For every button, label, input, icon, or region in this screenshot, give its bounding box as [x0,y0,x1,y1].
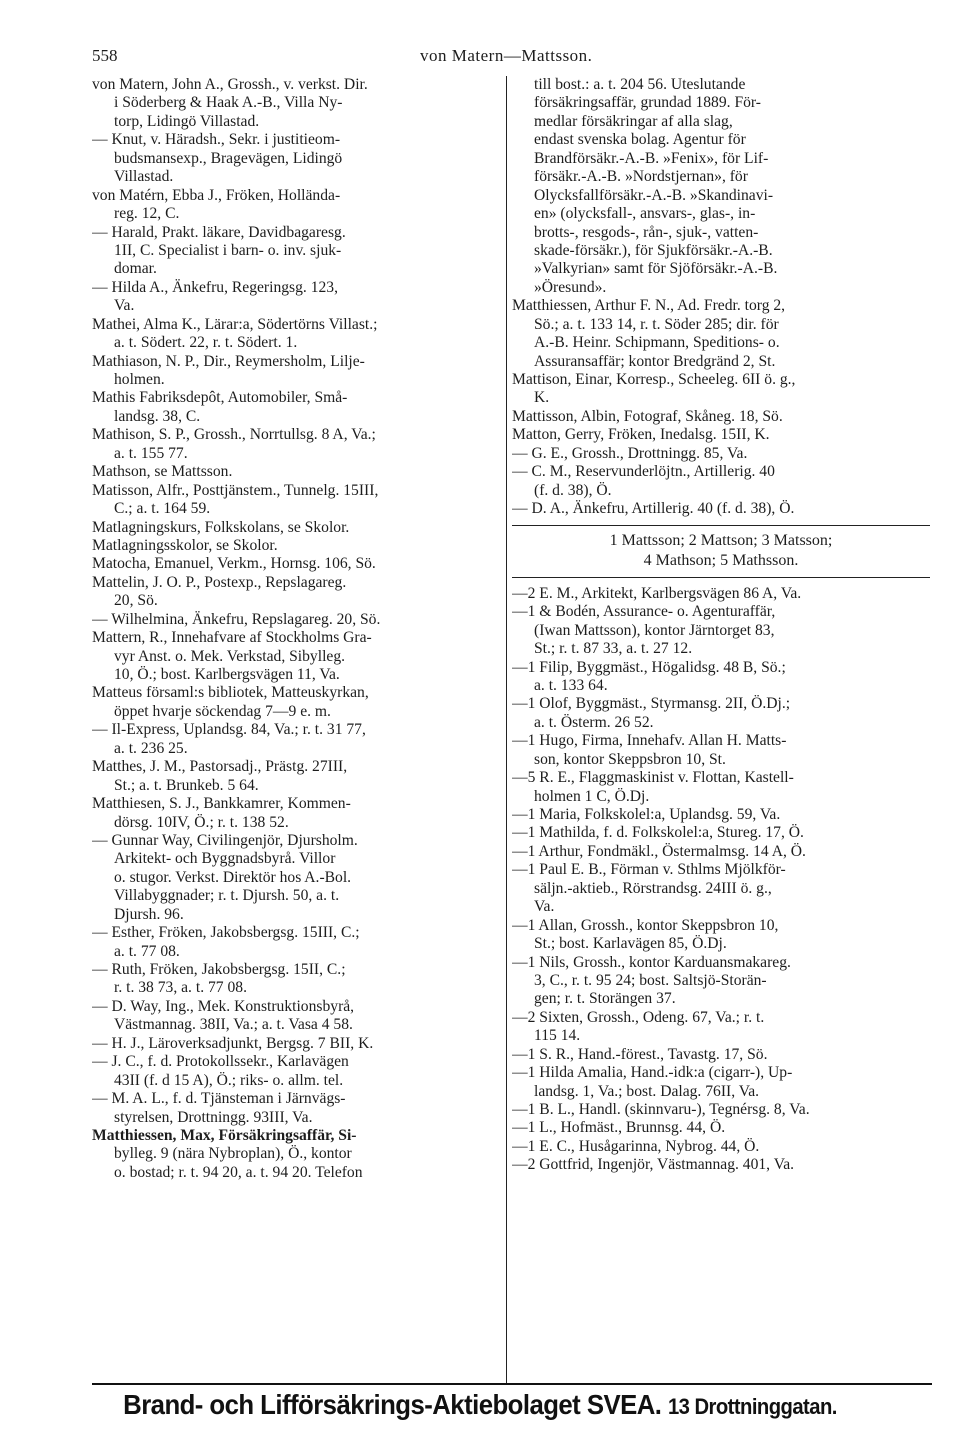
left-column-line: von Matern, John A., Grossh., v. verkst. Dir. [92,76,368,93]
left-column-line: reg. 12, C. [114,205,180,223]
right-column-bottom-line: gen; r. t. Storängen 37. [534,990,676,1008]
left-column-line: i Söderberg & Haak A.-B., Villa Ny- [114,94,343,112]
left-column-line: — Hilda A., Änkefru, Regeringsg. 123, [92,278,338,296]
right-column-top-line: försäkringsaffär, grundad 1889. För- [534,94,761,112]
right-column-bottom-line: Va. [534,898,555,916]
right-column-bottom-line: —1 Paul E. B., Förman v. Sthlms Mjölkför- [512,861,786,879]
left-column-line: vyr Anst. o. Mek. Verkstad, Sibylleg. [114,647,346,665]
right-column-top-line: — C. M., Reservunderlöjtn., Artillerig. 40 [512,463,775,481]
right-column-top-line: till bost.: a. t. 204 56. Uteslutande [534,76,746,93]
left-column-line: St.; a. t. Brunkeb. 5 64. [114,776,259,794]
right-column-bottom-line: —1 Olof, Byggmäst., Styrmansg. 2II, Ö.Dj.; [512,695,791,713]
right-column-bottom-line: säljn.-aktieb., Rörstrandsg. 24III ö. g., [534,879,772,897]
left-column-line: a. t. 236 25. [114,739,188,757]
banner-address: 13 Drottninggatan. [667,1394,837,1419]
left-column-line: Djursh. 96. [114,905,184,923]
left-column-line: Va. [114,297,135,315]
left-column-line: Matisson, Alfr., Posttjänstem., Tunnelg. 15III, [92,481,379,499]
right-column-top-line: »Öresund». [534,278,607,296]
right-column-bottom-line: —2 Sixten, Grossh., Odeng. 67, Va.; r. t. [512,1008,765,1026]
right-column-top-line: Sö.; a. t. 133 14, r. t. Söder 285; dir. för [534,315,779,333]
left-column-line: — Harald, Prakt. läkare, Davidbagaresg. [92,223,346,241]
right-column-top-line: K. [534,389,550,407]
left-column-line: 43II (f. d 15 A), Ö.; riks- o. allm. tel. [114,1071,344,1089]
right-column-top [512,76,932,519]
left-column-line: Mattern, R., Innehafvare af Stockholms Gra- [92,629,372,647]
left-column-line: — Esther, Fröken, Jakobsbergsg. 15III, C.; [92,924,360,942]
left-column-line: Mathson, se Mattsson. [92,463,233,481]
left-column-line: o. stugor. Verkst. Direktör hos A.-Bol. [114,868,352,886]
right-column-bottom-line: —1 Arthur, Fondmäkl., Östermalmsg. 14 A, Ö. [512,842,806,860]
right-column-bottom-line: —5 R. E., Flaggmaskinist v. Flottan, Kastell- [512,769,794,787]
right-column-bottom-line: holmen 1 C, Ö.Dj. [534,787,650,805]
right-column-bottom-line: St.; bost. Karlavägen 85, Ö.Dj. [534,935,727,953]
name-variant-line-1: 1 Mattsson; 2 Mattson; 3 Matsson; [609,531,833,549]
right-column-top-line: försäkr.-A.-B. »Nordstjernan», för [534,168,748,186]
right-column-bottom [512,585,932,1175]
right-column-bottom-line: landsg. 1, Va.; bost. Dalag. 76II, Va. [534,1082,760,1100]
right-column-bottom-line: —2 Gottfrid, Ingenjör, Västmannag. 401, Va. [512,1156,795,1174]
section-rule-top [512,525,930,526]
left-column-line: C.; a. t. 164 59. [114,500,211,518]
left-column-line: Mathison, S. P., Grossh., Norrtullsg. 8 A, Va.; [92,426,376,444]
right-column-bottom-line: —2 E. M., Arkitekt, Karlbergsvägen 86 A, Va. [512,584,802,602]
banner-company: Brand- och Lifförsäkrings-Aktiebolaget SVEA. [123,1389,662,1420]
section-rule-bottom [512,577,930,578]
right-column-top-line: (f. d. 38), Ö. [534,481,612,499]
left-column-line: a. t. Södert. 22, r. t. Södert. 1. [114,334,298,352]
left-column-line: landsg. 38, C. [114,407,201,425]
name-variant-note [512,531,930,571]
left-column-line: — Gunnar Way, Civilingenjör, Djursholm. [92,831,358,849]
right-column-top-line: en» (olycksfall-, ansvars-, glas-, in- [534,205,756,223]
left-column-line: r. t. 38 73, a. t. 77 08. [114,979,247,997]
left-column-line: 10, Ö.; bost. Karlbergsvägen 11, Va. [114,666,340,683]
right-column-bottom-line: 115 14. [534,1027,581,1045]
right-column-bottom-line: (Iwan Mattsson), kontor Järntorget 83, [534,621,775,639]
left-column-line: budsmansexp., Bragevägen, Lidingö [114,149,343,167]
left-column-line: Matthiessen, Max, Försäkringsaffär, Si- [92,1126,357,1144]
left-column-line: Arkitekt- och Byggnadsbyrå. Villor [114,850,336,868]
right-column-bottom-line: St.; r. t. 87 33, a. t. 27 12. [534,640,693,658]
left-column-line: o. bostad; r. t. 94 20, a. t. 94 20. Telefon [114,1163,363,1181]
name-variant-line-2: 4 Mathson; 5 Mathsson. [643,551,799,569]
right-column-bottom-line: —1 Allan, Grossh., kontor Skeppsbron 10, [512,916,779,934]
right-column-bottom-line: —1 Mathilda, f. d. Folkskolel:a, Stureg. 17, Ö. [512,824,804,842]
left-column-line: Mattelin, J. O. P., Postexp., Repslagareg. [92,573,347,591]
running-head: von Matern—Mattsson. [420,46,593,65]
right-column-bottom-line: a. t. Österm. 26 52. [534,713,654,731]
right-column-bottom-line: 3, C., r. t. 95 24; bost. Saltsjö-Storän- [534,971,767,989]
left-column-line: Villabyggnader; r. t. Djursh. 50, a. t. [114,887,340,905]
left-column-line: styrelsen, Drottningg. 93III, Va. [114,1108,313,1126]
left-column-line: — J. C., f. d. Protokollssekr., Karlavägen [92,1053,349,1071]
left-column-line: a. t. 155 77. [114,444,188,462]
right-column-top-line: Brandförsäkr.-A.-B. »Fenix», för Lif- [534,149,769,167]
right-column-bottom-line: —1 Hilda Amalia, Hand.-idk:a (cigarr-), Up- [512,1064,793,1082]
right-column-bottom-line: —1 Maria, Folkskolel:a, Uplandsg. 59, Va. [512,806,781,824]
left-column-line: — Ruth, Fröken, Jakobsbergsg. 15II, C.; [92,961,346,978]
right-column-bottom-line: a. t. 133 64. [534,676,608,694]
right-column-bottom-line: —1 & Bodén, Assurance- o. Agenturaffär, [512,603,776,621]
left-column-line: — Knut, v. Häradsh., Sekr. i justitieom- [92,131,341,149]
left-column-line: von Matérn, Ebba J., Fröken, Hollända- [92,186,341,204]
right-column-top-line: »Valkyrian» samt för Sjöförsäkr.-A.-B. [534,260,778,278]
right-column-top-line: A.-B. Heinr. Schipmann, Speditions- o. [534,334,780,352]
right-column-top-line: Matton, Gerry, Fröken, Inedalsg. 15II, K. [512,426,770,444]
left-column-line: dörsg. 10IV, Ö.; r. t. 138 52. [114,813,289,831]
right-column-top-line: endast svenska bolag. Agentur för [534,131,746,149]
left-column-line: 20, Sö. [114,592,158,610]
column-divider [506,76,507,1383]
right-column-bottom-line: —1 L., Hofmäst., Brunnsg. 44, Ö. [512,1119,726,1137]
right-column-top-line: — D. A., Änkefru, Artillerig. 40 (f. d. 38), Ö. [512,500,795,518]
left-column-line: Mathis Fabriksdepôt, Automobiler, Små- [92,389,348,407]
footer-rule [92,1383,932,1385]
left-column-line: a. t. 77 08. [114,942,180,960]
left-column-line: — M. A. L., f. d. Tjänsteman i Järnvägs- [92,1090,346,1108]
right-column-bottom-line: —1 Nils, Grossh., kontor Karduansmakareg. [512,953,791,971]
left-column-line: Västmannag. 38II, Va.; a. t. Vasa 4 58. [114,1016,353,1034]
left-column-line: holmen. [114,371,165,388]
left-column-line: Mathiason, N. P., Dir., Reymersholm, Lilje- [92,352,365,370]
left-column-line: Matthes, J. M., Pastorsadj., Prästg. 27III, [92,758,348,776]
left-column-line: Matlagningsskolor, se Skolor. [92,536,278,554]
right-column-top-line: medlar försäkringar af alla slag, [534,112,733,130]
right-column-top-line: Assuransaffär; kontor Bredgränd 2, St. [534,352,776,370]
left-column-line: Matthiesen, S. J., Bankkamrer, Kommen- [92,795,351,813]
left-column [92,76,504,1182]
right-column-top-line: Mattisson, Albin, Fotograf, Skåneg. 18, Sö. [512,407,783,425]
right-column-bottom-line: —1 E. C., Husågarinna, Nybrog. 44, Ö. [512,1137,760,1155]
left-column-line: öppet hvarje söckendag 7—9 e. m. [114,702,331,720]
right-column-top-line: Olycksfallförsäkr.-A.-B. »Skandinavi- [534,186,774,204]
left-column-line: torp, Lidingö Villastad. [114,112,260,130]
left-column-line: Matlagningskurs, Folkskolans, se Skolor. [92,518,350,536]
left-column-line: 1II, C. Specialist i barn- o. inv. sjuk- [114,241,342,259]
right-column-bottom-line: son, kontor Skeppsbron 10, St. [534,750,726,768]
right-column-top-line: — G. E., Grossh., Drottningg. 85, Va. [512,444,748,462]
right-column-bottom-line: —1 Filip, Byggmäst., Högalidsg. 48 B, Sö.; [512,658,786,676]
left-column-line: bylleg. 9 (nära Nybroplan), Ö., kontor [114,1145,352,1163]
left-column-line: — Wilhelmina, Änkefru, Repslagareg. 20, Sö. [92,610,381,628]
right-column-bottom-line: —1 B. L., Handl. (skinnvaru-), Tegnérsg. 8, Va. [512,1101,810,1119]
right-column-bottom-line: —1 Hugo, Firma, Innehafv. Allan H. Matts- [512,732,787,750]
right-column-top-line: skade-försäkr.), för Sjukförsäkr.-A.-B. [534,241,773,259]
right-column-top-line: Mattison, Einar, Korresp., Scheeleg. 6II ö. g., [512,371,796,388]
right-column-top-line: brotts-, resgods-, rån-, sjuk-, vatten- [534,223,759,241]
left-column-line: Villastad. [114,168,174,186]
left-column-line: Mathei, Alma K., Lärar:a, Södertörns Villast.; [92,315,378,333]
left-column-line: — D. Way, Ing., Mek. Konstruktionsbyrå, [92,997,355,1015]
left-column-line: — H. J., Läroverksadjunkt, Bergsg. 7 BII, K. [92,1034,374,1052]
right-column-top-line: Matthiessen, Arthur F. N., Ad. Fredr. torg 2, [512,297,786,315]
left-column-line: Matocha, Emanuel, Verkm., Hornsg. 106, Sö. [92,555,376,573]
page-number: 558 [92,46,118,65]
left-column-line: — Il-Express, Uplandsg. 84, Va.; r. t. 31 77, [92,721,366,739]
advertisement-banner [38,1389,921,1421]
left-column-line: Matteus församl:s bibliotek, Matteuskyrkan, [92,684,369,702]
left-column-line: domar. [114,260,157,278]
right-column-bottom-line: —1 S. R., Hand.-förest., Tavastg. 17, Sö. [512,1045,768,1063]
